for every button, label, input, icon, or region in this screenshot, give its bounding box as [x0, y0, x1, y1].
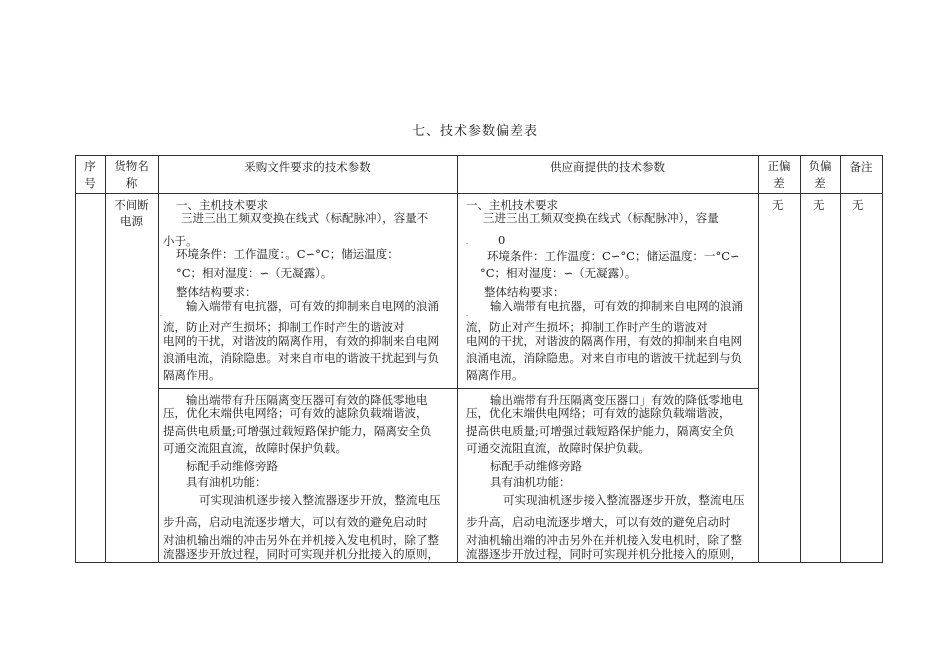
header-required-params: 釆购文件要求的技术参数 [244, 160, 371, 174]
header-goods [105, 158, 158, 192]
req1-line: 小于。 [163, 234, 198, 248]
req1-line: 环境条件：工作温度：。C∽°C；储运温度： [176, 247, 399, 261]
sup2-line: 可通交流阻直流，故障时保护负载。 [466, 441, 650, 455]
header-neg-line-1: 负偏 [808, 159, 832, 173]
goods-name-line-2: 电源 [120, 214, 143, 228]
req1-line: 电网的干扰，对谐波的隔离作用，有效的抑制来自电网 [163, 334, 439, 348]
sup2-line: 标配手动维修旁路 [490, 459, 582, 473]
sup2-line: 具有油机功能： [490, 475, 571, 489]
header-neg-line-2: 差 [814, 176, 826, 190]
sup1-line: 0 [498, 233, 506, 247]
req1-line: 流，防止对产生损坏；抑制工作时产生的谐波对 [163, 320, 405, 334]
req2-line: 压，优化末端供电网络；可有效的滤除负载端谐波， [163, 406, 428, 420]
header-supplied-params: 供应商提供的技术参数 [550, 160, 665, 174]
header-note: 备注 [849, 160, 873, 174]
req2-line: 输出端带有升压隔离变压器可有效的降低零地电 [186, 393, 428, 407]
sup1-line: 浪涌电流，消除隐患。对来自市电的谐波干扰起到与负 [466, 351, 742, 365]
col-line-7 [882, 155, 883, 563]
scan-mark: · [466, 312, 469, 320]
req2-line: 流器逐步开放过程，同时可实现并机分批接入的原则， [163, 547, 439, 561]
req2-line: 提高供电质量;可增强过载短路保护能力，隔离安全负 [163, 424, 432, 438]
scan-mark: · [160, 312, 163, 320]
header-negative-deviation [800, 158, 840, 192]
req2-line: 可实现油机逐步接入整流器逐步开放，整流电压 [199, 493, 441, 507]
sup2-line: 压，优化末端供电网络；可有效的滤除负载端谐波， [466, 406, 731, 420]
cell-note: 无 [852, 198, 864, 212]
block-divider [158, 388, 758, 389]
page-title: 七、技术参数偏差表 [411, 124, 538, 139]
header-goods-line-2: 称 [125, 176, 138, 190]
goods-name-line-1: 不间断 [114, 198, 149, 212]
header-divider [75, 193, 882, 194]
header-seq-line-1: 序 [84, 159, 96, 173]
req1-line: °C；相对湿度：∽（无凝露）。 [176, 266, 333, 280]
req2-line: 对油机输出端的冲击另外在并机接入发电机时，除了整 [163, 533, 439, 547]
col-line-5 [800, 155, 801, 563]
col-line-4 [758, 155, 759, 563]
col-line-6 [840, 155, 841, 563]
sup1-line: 隔离作用。 [466, 368, 524, 382]
col-line-0 [75, 155, 76, 563]
req2-line: 标配手动维修旁路 [186, 459, 278, 473]
sup1-line: 电网的干扰，对谐波的隔离作用，有效的抑制来自电网 [466, 334, 742, 348]
req1-line: 三进三出工频双变换在线式（标配脉冲），容量不 [181, 211, 429, 225]
sup1-line: 流，防止对产生损坏；抑制工作时产生的谐波对 [466, 320, 708, 334]
req1-line: 浪涌电流，消除隐患。对来自市电的谐波干扰起到与负 [163, 351, 439, 365]
cell-positive-deviation: 无 [772, 198, 784, 212]
sup1-line: 一、主机技术要求 [466, 198, 558, 212]
scan-mark: · [466, 240, 469, 248]
table-border-top [75, 155, 882, 156]
sup1-line: °C；相对湿度：∽（无凝露）。 [480, 266, 637, 280]
col-line-2 [158, 155, 159, 563]
req2-line: 可通交流阻直流，故障时保护负载。 [163, 441, 347, 455]
req2-line: 具有油机功能： [186, 475, 267, 489]
sup2-line: 可实现油机逐步接入整流器逐步开放，整流电压 [503, 493, 745, 507]
sup1-line: 输入端带有电抗器，可有效的抑制来自电网的浪涌 [490, 299, 743, 313]
header-pos-line-1: 正偏 [767, 159, 791, 173]
req1-line: 整体结构要求： [176, 285, 257, 299]
header-positive-deviation [758, 158, 800, 192]
header-seq [75, 158, 105, 192]
sup2-line: 输出端带有升压隔离变压器口」有效的降低零地电 [490, 393, 743, 407]
col-line-3 [457, 155, 458, 563]
table-border-bottom [75, 562, 882, 563]
sup2-line: 流器逐步开放过程，同时可实现并机分批接入的原则， [466, 547, 742, 561]
req1-line: 输入端带有电抗器，可有效的抑制来自电网的浪涌 [186, 299, 439, 313]
cell-negative-deviation: 无 [813, 198, 825, 212]
sup1-line: 环境条件：工作温度：C∽°C；储运温度：一°C∽ [487, 249, 740, 263]
header-goods-line-1: 货物名 [114, 159, 149, 173]
header-pos-line-2: 差 [773, 176, 785, 190]
cell-goods-name [105, 197, 158, 229]
req1-line: 隔离作用。 [163, 368, 221, 382]
sup2-line: 提高供电质量;可增强过载短路保护能力，隔离安全负 [466, 424, 735, 438]
sup1-line: 整体结构要求： [484, 285, 565, 299]
req1-line: 一、主机技术要求 [176, 198, 268, 212]
sup2-line: 步升高，启动电流逐步增大，可以有效的避免启动时 [466, 515, 731, 529]
req2-line: 步升高，启动电流逐步增大，可以有效的避免启动时 [163, 515, 428, 529]
sup2-line: 对油机输出端的冲击另外在并机接入发电机时，除了整 [466, 533, 742, 547]
sup1-line: 三进三出工频双变换在线式（标配脉冲），容量 [483, 211, 719, 225]
header-seq-line-2: 号 [84, 176, 96, 190]
